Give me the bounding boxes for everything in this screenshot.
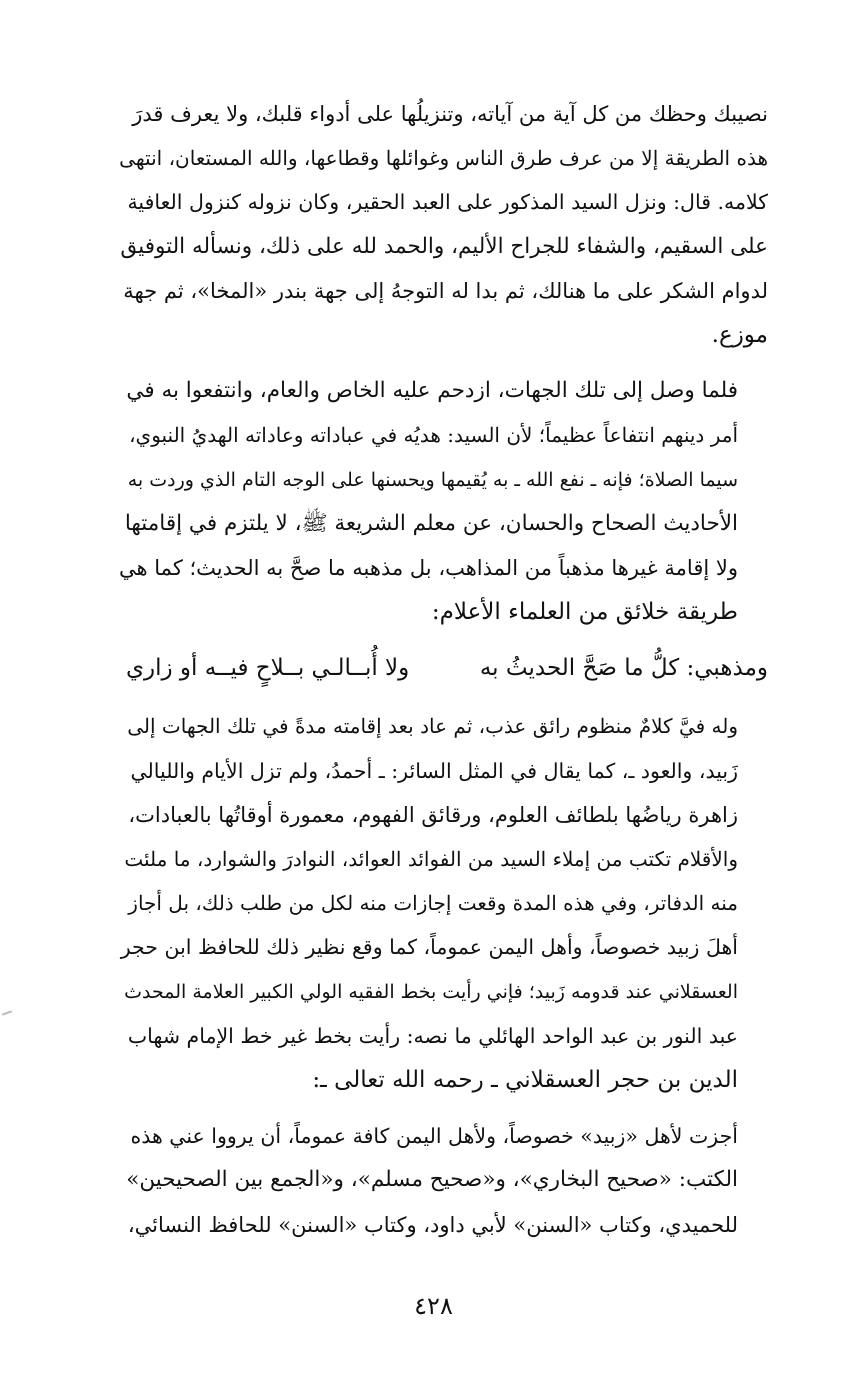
paragraph-1: [118, 92, 768, 357]
text-line: زاهرة رياضُها بلطائف العلوم، ورقائق الفهوم، معمورة أوقاتُها بالعبادات،: [128, 802, 738, 827]
paragraph-spacer: [118, 1102, 768, 1114]
paragraph-spacer: [118, 690, 768, 704]
text-line: موزع.: [711, 322, 768, 349]
paragraph-3: [118, 704, 768, 1102]
text-line: للحميدي، وكتاب «السنن» لأبي داود، وكتاب «السنن» للحافظ النسائي،: [127, 1212, 738, 1237]
text-line: لدوام الشكر على ما هنالك، ثم بدا له التوجهُ إلى جهة بندر «المخا»، ثم جهة: [123, 278, 768, 303]
text-line: نصيبك وحظك من كل آية من آياته، وتنزيلُها على أدواء قلبك، ولا يعرف قدرَ: [132, 102, 768, 126]
text-line: والأقلام تكتب من إملاء السيد من الفوائد العوائد، النوادرَ والشوارد، ما ملئت: [124, 847, 738, 872]
text-line: الأحاديث الصحاح والحسان، عن معلم الشريعة ﷺ، لا يلتزم في إقامتها: [124, 510, 738, 536]
text-line: ولا إقامة غيرها مذهباً من المذاهب، بل مذهبه ما صحَّ به الحديث؛ كما هي: [119, 556, 738, 581]
text-line: فلما وصل إلى تلك الجهات، ازدحم عليه الخاص والعام، وانتفعوا به في: [126, 378, 738, 404]
page-number: ٤٢٨: [414, 1292, 453, 1320]
paragraph-spacer: [118, 634, 768, 646]
verse-first-hemistich: ومذهبي: كلُّ ما صَحَّ الحديثُ به: [479, 655, 768, 682]
verse-second-hemistich: ولا أُبــالـي بــلاحٍ فيــه أو زاري: [126, 655, 410, 682]
paragraph-4: [118, 1114, 768, 1247]
poetry-verse: [118, 646, 768, 690]
text-line: أمر دينهم انتفاعاً عظيماً؛ لأن السيد: هديُه في عباداته وعاداته الهديُ النبوي،: [129, 423, 738, 448]
text-line: الدين بن حجر العسقلاني ـ رحمه الله تعالى ـ:: [312, 1067, 738, 1094]
text-line: طريقة خلائق من العلماء الأعلام:: [431, 599, 738, 626]
text-line: على السقيم، والشفاء للجراح الأليم، والحمد لله على ذلك، ونسأله التوفيق: [120, 233, 768, 259]
text-line: منه الدفاتر، وفي هذه المدة وقعت إجازات منه لكل من طلب ذلك، بل أجاز: [128, 891, 738, 916]
text-line: هذه الطريقة إلا من عرف طرق الناس وغوائلها وقطاعها، والله المستعان، انتهى: [119, 146, 768, 171]
text-line: الكتب: «صحيح البخاري»، و«صحيح مسلم»، و«الجمع بين الصحيحين»: [126, 1167, 738, 1193]
text-line: وله فيَّ كلامٌ منظوم رائق عذب، ثم عاد بعد إقامته مدةً في تلك الجهات إلى: [127, 714, 738, 739]
paragraph-2: [118, 369, 768, 634]
text-line: كلامه. قال: ونزل السيد المذكور على العبد الحقير، وكان نزوله كنزول العافية: [127, 190, 768, 215]
text-line: أهلَ زبيد خصوصاً، وأهل اليمن عموماً، كما وقع نظير ذلك للحافظ ابن حجر: [120, 935, 738, 960]
text-line: سيما الصلاة؛ فإنه ـ نفع الله ـ به يُقيمها ويحسنها على الوجه التام الذي وردت به: [127, 468, 738, 491]
text-line: زَبيد، والعود ـ، كما يقال في المثل السائر: ـ أحمدُ، ولم تزل الأيام والليالي: [130, 758, 738, 783]
text-line: العسقلاني عند قدومه زَبيد؛ فإني رأيت بخط الفقيه الولي الكبير العلامة المحدث: [124, 980, 738, 1003]
margin-mark: [2, 1010, 12, 1015]
paragraph-spacer: [118, 357, 768, 369]
text-line: عبد النور بن عبد الواحد الهائلي ما نصه: رأيت بخط غير خط الإمام شهاب: [127, 1023, 738, 1048]
text-line: أجزت لأهل «زبيد» خصوصاً، ولأهل اليمن كافة عموماً، أن يرووا عني هذه: [130, 1124, 738, 1149]
